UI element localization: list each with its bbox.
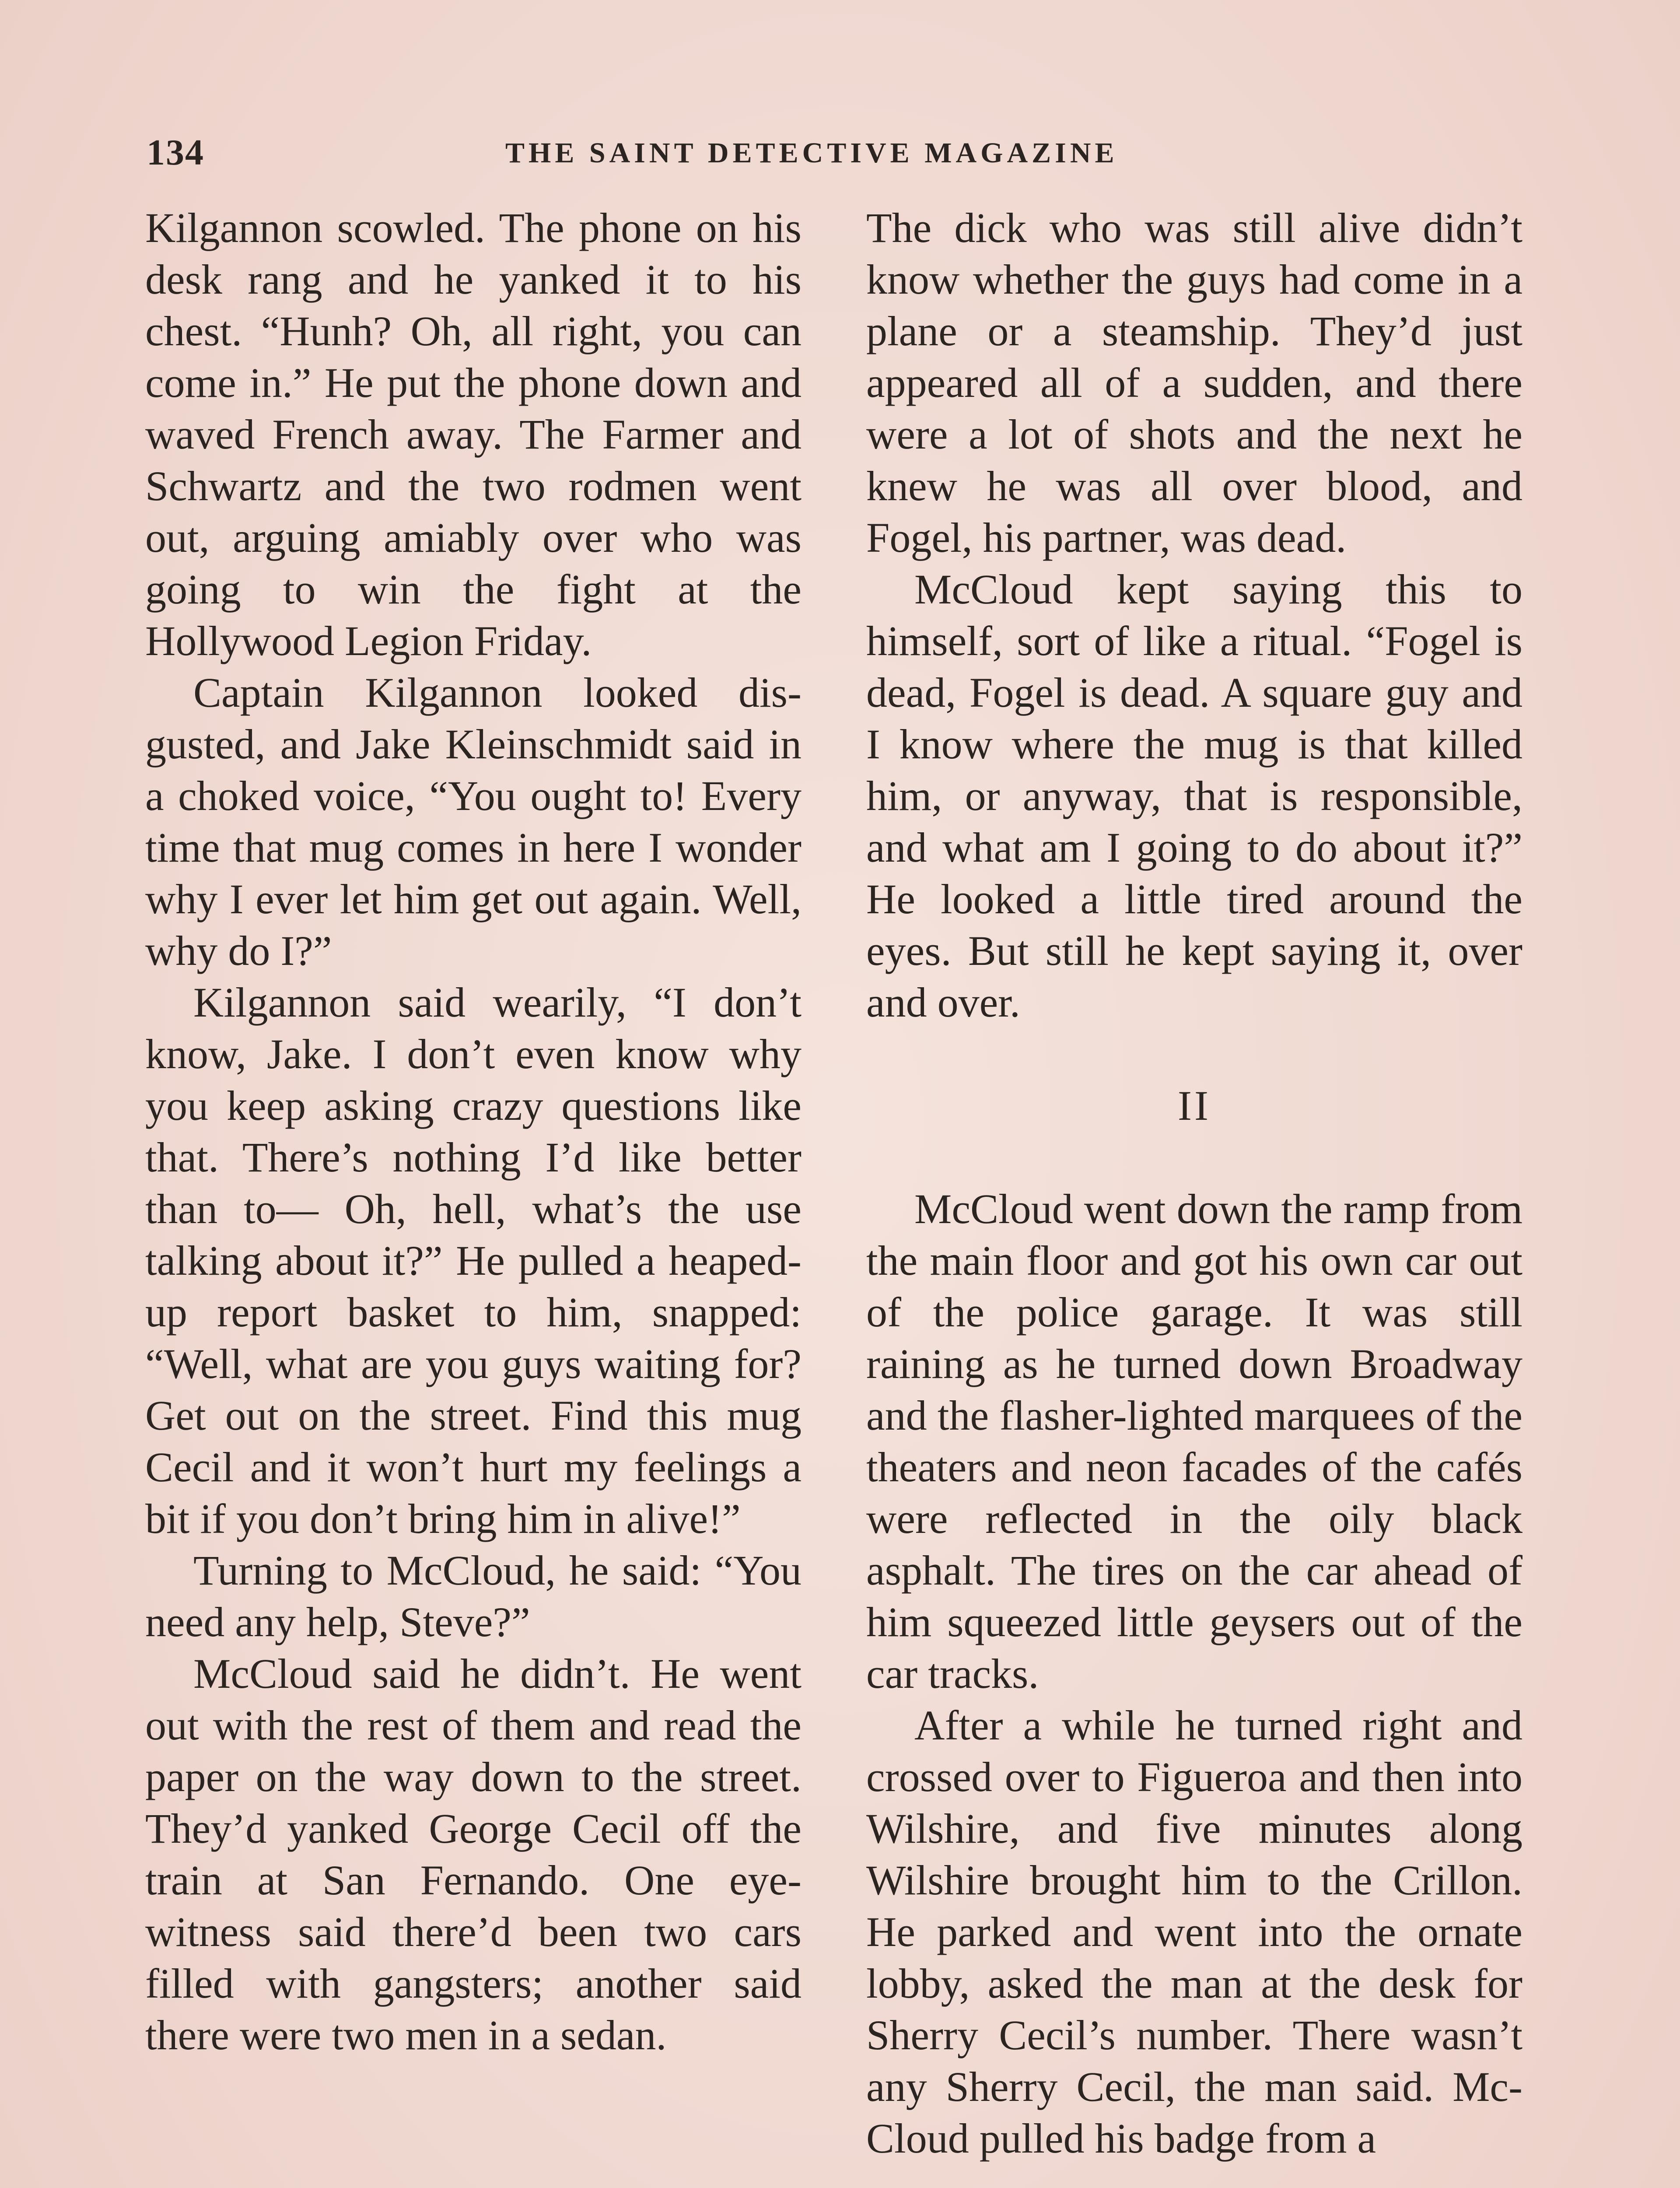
- running-head: THE SAINT DETECTIVE MAGAZINE: [505, 137, 1118, 169]
- right-column: [866, 202, 1522, 2164]
- paragraph: McCloud went down the ramp from the main floor and got his own car out of the police garage. It was still raining as he turned down Broadway and the flasher-lighted marquees of the theaters and neon facades of the cafés were reflected in the oily black asphalt. The tires on the car ahead of him squeezed little geysers out of the car tracks.: [866, 1185, 1522, 1697]
- paragraph: Captain Kilgannon looked disgusted, and Jake Kleinschmidt said in a choked voice, “You ought to! Every time that mug comes in here I wonder why I ever let him get out again. Well, why do I?”: [145, 669, 802, 974]
- paragraph: The dick who was still alive didn’t know whether the guys had come in a plane or a steamship. They’d just appeared all of a sudden, and there were a lot of shots and the next he knew he was all over blood, and Fogel, his partner, was dead.: [866, 204, 1522, 561]
- paragraph: Kilgannon scowled. The phone on his desk rang and he yanked it to his chest. “Hunh? Oh, all right, you can come in.” He put the phone down and waved French away. The Farmer and Schwartz and the two rodmen went out, arguing amiably over who was going to win the fight at the Hollywood Legion Friday.: [145, 204, 802, 664]
- paragraph: McCloud said he didn’t. He went out with the rest of them and read the paper on the way down to the street. They’d yanked George Cecil off the train at San Fernando. One eye-witness said there’d been two cars filled with gangsters; another said there were two men in a sedan.: [145, 1650, 802, 2058]
- page-number: 134: [147, 132, 204, 173]
- paragraph: Kilgannon said wearily, “I don’t know, Jake. I don’t even know why you keep asking crazy questions like that. There’s nothing I’d like better than to— Oh, hell, what’s the use talking about it?” He pulled a heaped-up report basket to him, snapped: “Well, what are you guys waiting for? Get out on the street. Find this mug Cecil and it won’t hurt my feelings a bit if you don’t bring him in alive!”: [145, 979, 802, 1542]
- section-heading: II: [1178, 1082, 1211, 1129]
- paragraph: McCloud kept saying this to himself, sort of like a ritual. “Fogel is dead, Fogel is dead. A square guy and I know where the mug is that killed him, or anyway, that is responsible, and what am I going to do about it?” He looked a little tired around the eyes. But still he kept saying it, over and over.: [866, 566, 1522, 1026]
- paragraph: Turning to McCloud, he said: “You need any help, Steve?”: [145, 1547, 802, 1645]
- left-column: [145, 202, 802, 2061]
- page-header: [147, 131, 1533, 179]
- paragraph: After a while he turned right and crossed over to Figueroa and then into Wilshire, and five minutes along Wilshire brought him to the Crillon. He parked and went into the ornate lobby, asked the man at the desk for Sherry Cecil’s number. There wasn’t any Sherry Cecil, the man said. McCloud pulled his badge from a: [866, 1702, 1522, 2162]
